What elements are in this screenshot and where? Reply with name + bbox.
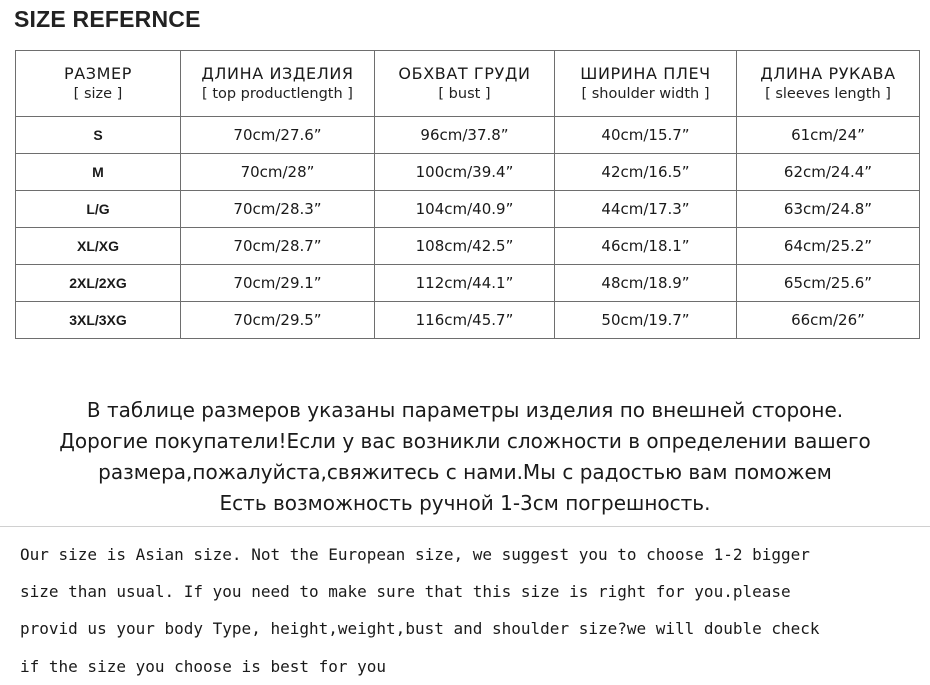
header-sleeves-ru: ДЛИНА РУКАВА	[760, 63, 896, 83]
cell-sleeves: 66cm/26”	[737, 302, 920, 339]
cell-length: 70cm/28.7”	[181, 228, 375, 265]
header-length-en: [ top productlength ]	[202, 85, 353, 102]
table-row	[16, 117, 920, 154]
table-row	[16, 191, 920, 228]
table-row	[16, 302, 920, 339]
cell-sleeves: 64cm/25.2”	[737, 228, 920, 265]
header-bust-en: [ bust ]	[438, 85, 491, 102]
header-shoulder-ru: ШИРИНА ПЛЕЧ	[580, 63, 711, 83]
header-size	[16, 51, 181, 117]
table-row	[16, 228, 920, 265]
header-sleeves	[737, 51, 920, 117]
en-notice-line: Our size is Asian size. Not the European size, we suggest you to choose 1-2 bigger	[20, 545, 810, 564]
cell-length: 70cm/27.6”	[181, 117, 375, 154]
ru-notice-line: Есть возможность ручной 1-3см погрешность.	[219, 491, 711, 515]
cell-length: 70cm/29.5”	[181, 302, 375, 339]
table-row	[16, 154, 920, 191]
cell-sleeves: 61cm/24”	[737, 117, 920, 154]
cell-length: 70cm/28.3”	[181, 191, 375, 228]
cell-shoulder: 50cm/19.7”	[555, 302, 737, 339]
cell-bust: 116cm/45.7”	[375, 302, 555, 339]
page-title: SIZE REFERNCE	[14, 6, 201, 32]
ru-notice-line: В таблице размеров указаны параметры изделия по внешней стороне.	[86, 398, 844, 422]
cell-sleeves: 63cm/24.8”	[737, 191, 920, 228]
en-notice-line: size than usual. If you need to make sure that this size is right for you.please	[20, 582, 791, 602]
cell-size: 3XL/3XG	[16, 302, 181, 339]
en-notice-line: provid us your body Type, height,weight,bust and shoulder size?we will double check	[20, 619, 820, 639]
cell-size: M	[16, 154, 181, 191]
cell-shoulder: 48cm/18.9”	[555, 265, 737, 302]
english-notice	[20, 536, 920, 685]
cell-sleeves: 65cm/25.6”	[737, 265, 920, 302]
ru-notice-line: Дорогие покупатели!Если у вас возникли сложности в определении вашего	[59, 429, 871, 453]
russian-notice	[0, 395, 930, 519]
cell-size: L/G	[16, 191, 181, 228]
cell-bust: 104cm/40.9”	[375, 191, 555, 228]
table-header-row	[16, 51, 920, 117]
cell-bust: 108cm/42.5”	[375, 228, 555, 265]
header-size-en: [ size ]	[73, 85, 123, 102]
header-bust-ru: ОБХВАТ ГРУДИ	[398, 63, 531, 83]
cell-bust: 112cm/44.1”	[375, 265, 555, 302]
cell-length: 70cm/28”	[181, 154, 375, 191]
cell-bust: 100cm/39.4”	[375, 154, 555, 191]
cell-shoulder: 46cm/18.1”	[555, 228, 737, 265]
table-row	[16, 265, 920, 302]
header-shoulder	[555, 51, 737, 117]
header-length	[181, 51, 375, 117]
cell-shoulder: 44cm/17.3”	[555, 191, 737, 228]
en-notice-line: if the size you choose is best for you	[20, 656, 387, 676]
cell-shoulder: 42cm/16.5”	[555, 154, 737, 191]
section-divider	[0, 526, 930, 527]
cell-size: 2XL/2XG	[16, 265, 181, 302]
cell-sleeves: 62cm/24.4”	[737, 154, 920, 191]
header-size-ru: РАЗМЕР	[63, 63, 132, 83]
header-shoulder-en: [ shoulder width ]	[581, 85, 710, 102]
cell-bust: 96cm/37.8”	[375, 117, 555, 154]
cell-size: XL/XG	[16, 228, 181, 265]
header-length-ru: ДЛИНА ИЗДЕЛИЯ	[201, 63, 354, 83]
ru-notice-line: размера,пожалуйста,свяжитесь с нами.Мы с радостью вам поможем	[98, 460, 832, 484]
size-chart-table	[15, 50, 920, 339]
cell-length: 70cm/29.1”	[181, 265, 375, 302]
cell-shoulder: 40cm/15.7”	[555, 117, 737, 154]
header-sleeves-en: [ sleeves length ]	[765, 85, 891, 102]
header-bust	[375, 51, 555, 117]
cell-size: S	[16, 117, 181, 154]
